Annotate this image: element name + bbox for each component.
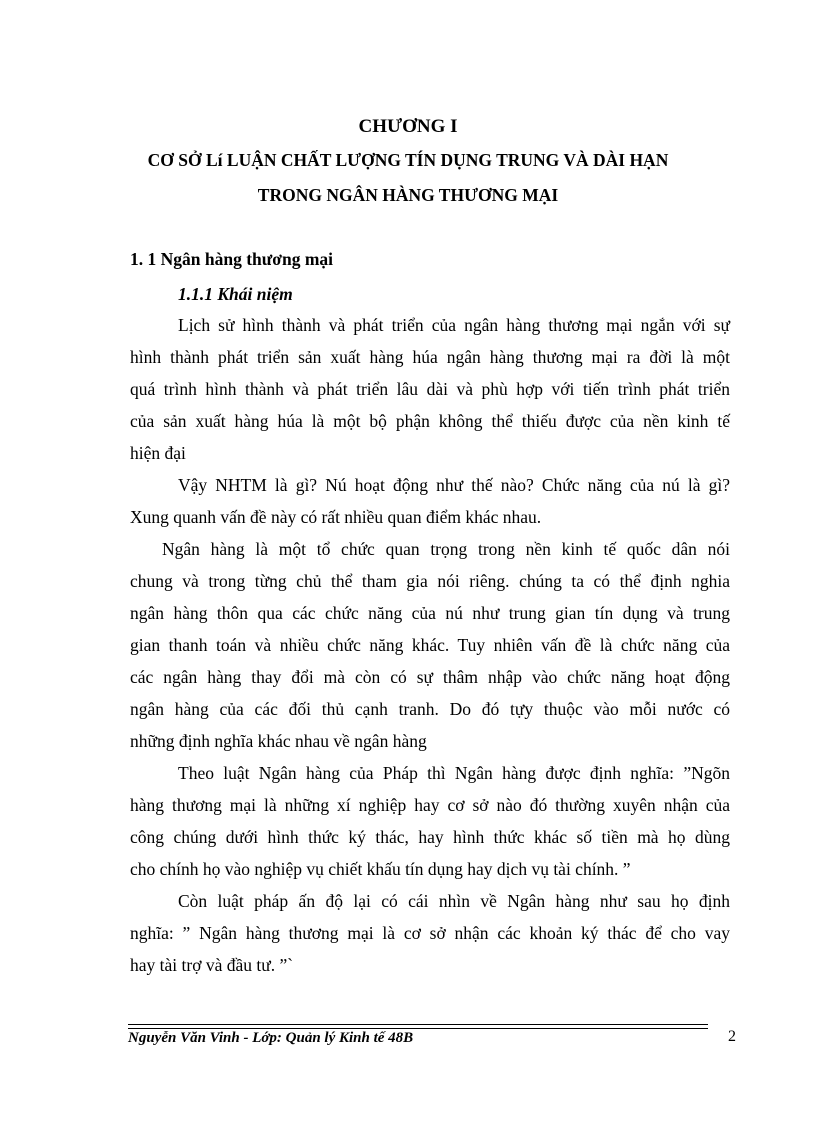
paragraph-line: hình thành phát triển sản xuất hàng húa ngân hàng thương mại ra đời là một bbox=[130, 347, 730, 367]
paragraph-line: gian thanh toán và nhiều chức năng khác. Tuy nhiên vấn đề là chức năng của bbox=[130, 635, 730, 655]
paragraph-line: chung và trong từng chủ thể tham gia nói riêng. chúng ta có thể định nghia bbox=[130, 571, 730, 591]
paragraph-line: Lịch sử hình thành và phát triển của ngân hàng thương mại ngắn với sự bbox=[178, 315, 730, 335]
paragraph-line: các ngân hàng thay đổi mà còn có sự thâm nhập vào chức năng hoạt động bbox=[130, 667, 730, 687]
chapter-heading-line-2: TRONG NGÂN HÀNG THƯƠNG MẠI bbox=[257, 185, 559, 205]
paragraph-line: Xung quanh vấn đề này có rất nhiều quan điểm khác nhau. bbox=[130, 507, 542, 527]
paragraph-line: những định nghĩa khác nhau về ngân hàng bbox=[130, 731, 427, 751]
page-number: 2 bbox=[728, 1028, 736, 1045]
paragraph-line: ngân hàng của các đối thủ cạnh tranh. Do đó tựy thuộc vào mỗi nước có bbox=[130, 699, 730, 719]
paragraph-line: Còn luật pháp ấn độ lại có cái nhìn về Ngân hàng như sau họ định bbox=[178, 891, 730, 911]
paragraph-line: hay tài trợ và đầu tư. ”` bbox=[130, 955, 294, 975]
paragraph-line: công chúng dưới hình thức ký thác, hay hình thức khác số tiền mà họ dùng bbox=[130, 827, 730, 847]
paragraph-line: quá trình hình thành và phát triển lâu dài và phù hợp với tiến trình phát triển bbox=[130, 379, 730, 399]
paragraph-line: hàng thương mại là những xí nghiệp hay cơ sở nào đó thường xuyên nhận của bbox=[130, 795, 730, 815]
subsection-heading: 1.1.1 Khái niệm bbox=[178, 284, 293, 304]
paragraph-line: hiện đại bbox=[130, 443, 186, 463]
chapter-heading-line-1: CƠ SỞ Lí LUẬN CHẤT LƯỢNG TÍN DỤNG TRUNG VÀ DÀI HẠN bbox=[147, 150, 669, 170]
paragraph-line: Theo luật Ngân hàng của Pháp thì Ngân hàng được định nghĩa: ”Ngõn bbox=[178, 763, 730, 783]
paragraph-line: Vậy NHTM là gì? Nú hoạt động như thế nào? Chức năng của nú là gì? bbox=[178, 475, 730, 495]
chapter-title: CHƯƠNG I bbox=[358, 116, 458, 137]
paragraph-line: của sản xuất hàng húa là một bộ phận không thể thiếu được của nền kinh tế bbox=[130, 411, 730, 431]
paragraph-indian-law bbox=[130, 885, 730, 981]
paragraph-line: nghĩa: ” Ngân hàng thương mại là cơ sở nhận các khoản ký thác để cho vay bbox=[130, 923, 730, 943]
paragraph-definition bbox=[130, 533, 730, 757]
paragraph-french-law bbox=[130, 757, 730, 885]
section-heading: 1. 1 Ngân hàng thương mại bbox=[130, 249, 334, 269]
paragraph-line: cho chính họ vào nghiệp vụ chiết khấu tín dụng hay dịch vụ tài chính. ” bbox=[130, 859, 631, 879]
paragraph-history bbox=[130, 309, 730, 469]
paragraph-line: Ngân hàng là một tổ chức quan trọng trong nền kinh tế quốc dân nói bbox=[162, 539, 730, 559]
paragraph-line: ngân hàng thôn qua các chức năng của nú như trung gian tín dụng và trung bbox=[130, 603, 730, 623]
footer-divider bbox=[128, 1024, 708, 1029]
paragraph-question bbox=[130, 469, 730, 533]
footer-author: Nguyễn Văn Vinh - Lớp: Quản lý Kinh tế 48B bbox=[128, 1030, 414, 1046]
